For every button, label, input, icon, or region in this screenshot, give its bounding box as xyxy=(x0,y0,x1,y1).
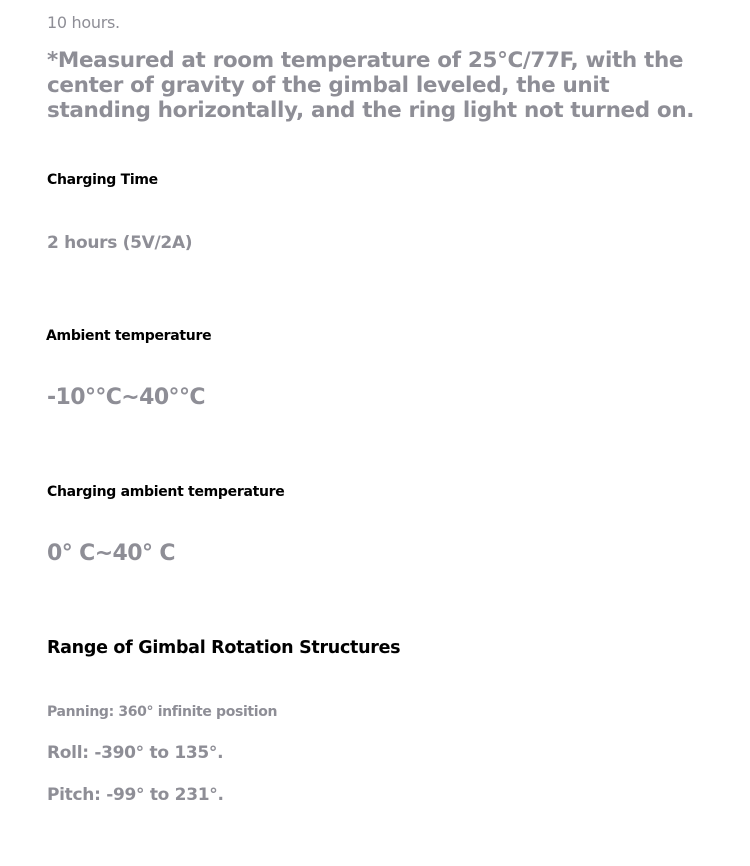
roll-range: Roll: -390° to 135°. xyxy=(47,743,224,763)
ambient-temperature-value: -10°°C~40°°C xyxy=(47,385,205,410)
gimbal-rotation-heading: Range of Gimbal Rotation Structures xyxy=(47,638,401,658)
battery-footnote: *Measured at room temperature of 25°C/77F, with the center of gravity of the gimbal leveled, the unit standing horizontally, and the ring light not turned on. xyxy=(47,48,695,123)
panning-range: Panning: 360° infinite position xyxy=(47,704,278,720)
charging-ambient-temperature-label: Charging ambient temperature xyxy=(47,484,285,500)
battery-runtime-text: 10 hours. xyxy=(47,13,120,32)
charging-ambient-temperature-value: 0° C~40° C xyxy=(47,541,175,566)
charging-time-value: 2 hours (5V/2A) xyxy=(47,233,193,253)
charging-time-label: Charging Time xyxy=(47,172,158,188)
ambient-temperature-label: Ambient temperature xyxy=(46,328,212,344)
pitch-range: Pitch: -99° to 231°. xyxy=(47,785,224,805)
